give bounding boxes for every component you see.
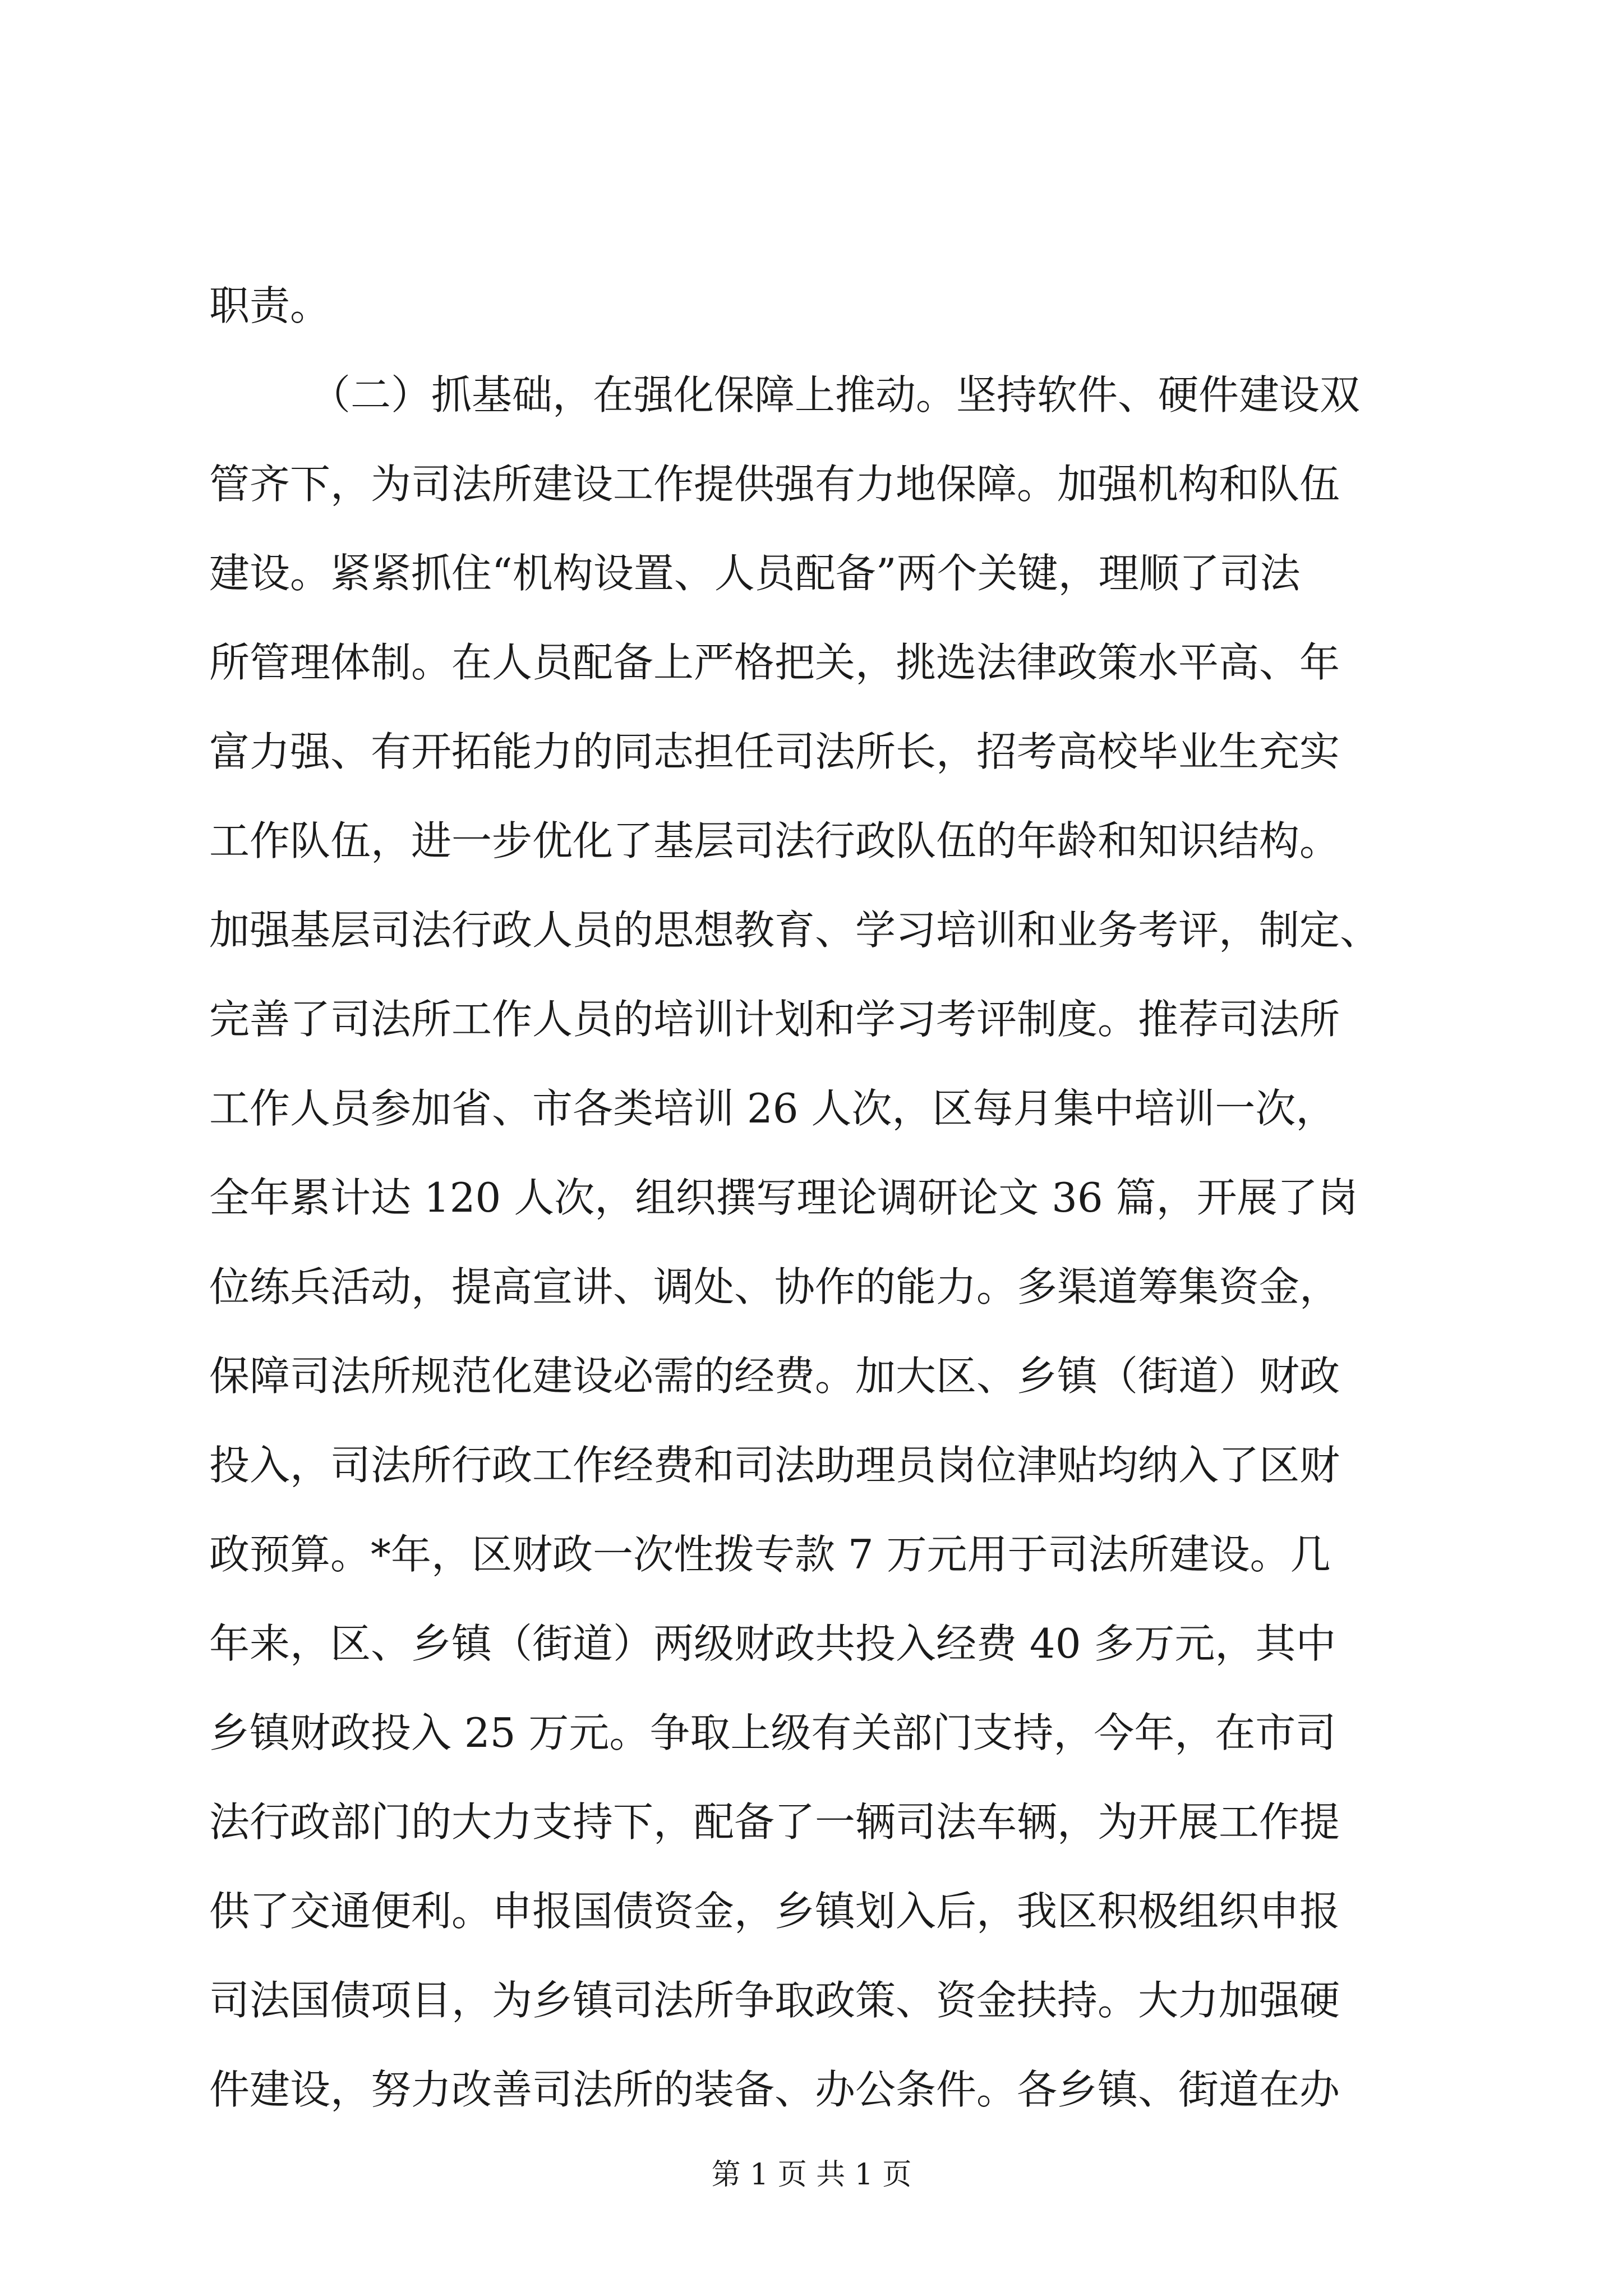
text-line-21: 件建设，努力改善司法所的装备、办公条件。各乡镇、街道在办 xyxy=(209,2066,1340,2113)
text-line-12: 位练兵活动，提高宣讲、调处、协作的能力。多渠道筹集资金， xyxy=(209,1263,1340,1310)
text-line-7: 工作队伍，进一步优化了基层司法行政队伍的年龄和知识结构。 xyxy=(209,817,1340,864)
text-line-18: 法行政部门的大力支持下，配备了一辆司法车辆，为开展工作提 xyxy=(209,1798,1340,1846)
text-line-16: 年来，区、乡镇（街道）两级财政共投入经费 40 多万元，其中 xyxy=(209,1620,1336,1667)
text-line-2: （二）抓基础，在强化保障上推动。坚持软件、硬件建设双 xyxy=(310,371,1361,418)
text-line-13: 保障司法所规范化建设必需的经费。加大区、乡镇（街道）财政 xyxy=(209,1352,1340,1400)
text-line-8: 加强基层司法行政人员的思想教育、学习培训和业务考评，制定、 xyxy=(209,907,1381,954)
text-line-5: 所管理体制。在人员配备上严格把关，挑选法律政策水平高、年 xyxy=(209,639,1340,686)
text-line-10: 工作人员参加省、市各类培训 26 人次，区每月集中培训一次， xyxy=(209,1085,1336,1132)
text-line-19: 供了交通便利。申报国债资金，乡镇划入后，我区积极组织申报 xyxy=(209,1888,1340,1935)
text-line-15: 政预算。*年，区财政一次性拨专款 7 万元用于司法所建设。几 xyxy=(209,1531,1331,1578)
text-line-14: 投入，司法所行政工作经费和司法助理员岗位津贴均纳入了区财 xyxy=(209,1442,1340,1489)
text-line-9: 完善了司法所工作人员的培训计划和学习考评制度。推荐司法所 xyxy=(209,996,1340,1043)
text-line-3: 管齐下，为司法所建设工作提供强有力地保障。加强机构和队伍 xyxy=(209,461,1340,508)
text-line-11: 全年累计达 120 人次，组织撰写理论调研论文 36 篇，开展了岗 xyxy=(209,1174,1358,1221)
page-footer: 第 1 页 共 1 页 xyxy=(711,2158,912,2192)
text-line-20: 司法国债项目，为乡镇司法所争取政策、资金扶持。大力加强硬 xyxy=(209,1977,1340,2024)
text-line-6: 富力强、有开拓能力的同志担任司法所长，招考高校毕业生充实 xyxy=(209,728,1340,775)
text-line-4: 建设。紧紧抓住“机构设置、人员配备”两个关键，理顺了司法 xyxy=(209,550,1301,597)
text-line-1: 职责。 xyxy=(209,282,331,329)
text-line-17: 乡镇财政投入 25 万元。争取上级有关部门支持，今年，在市司 xyxy=(209,1709,1336,1756)
